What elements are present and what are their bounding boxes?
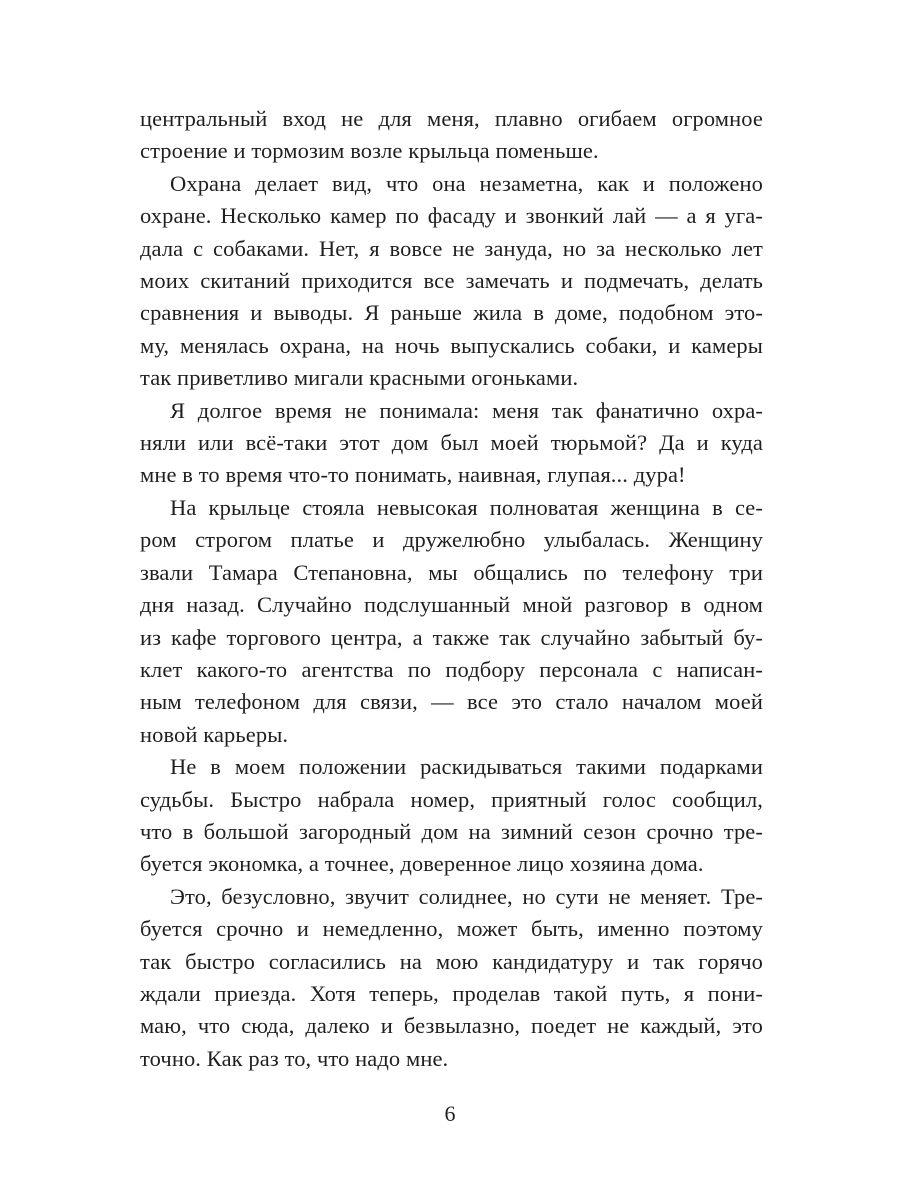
text-line: так быстро согласились на мою кандидатуру и так горячо bbox=[140, 948, 763, 974]
text-line: ром строгом платье и дружелюбно улыбалась. Женщину bbox=[140, 527, 763, 553]
text-line: дня назад. Случайно подслушанный мной разговор в одном bbox=[140, 592, 763, 618]
text-line: строение и тормозим возле крыльца поменьше. bbox=[140, 138, 599, 164]
paragraph bbox=[140, 492, 763, 751]
text-line: что в большой загородный дом на зимний сезон срочно тре- bbox=[140, 818, 763, 844]
text-line: буется экономка, а точнее, доверенное лицо хозяина дома. bbox=[140, 851, 704, 877]
text-line: На крыльце стояла невысокая полноватая женщина в се- bbox=[170, 494, 763, 520]
text-line: звали Тамара Степановна, мы общались по телефону три bbox=[140, 559, 763, 585]
text-line: буется срочно и немедленно, может быть, именно поэтому bbox=[140, 916, 763, 942]
text-line: охране. Несколько камер по фасаду и звонкий лай — а я уга- bbox=[140, 203, 763, 229]
text-line: Охрана делает вид, что она незаметна, как и положено bbox=[170, 170, 763, 196]
text-line: Не в моем положении раскидываться такими подарками bbox=[170, 754, 763, 780]
text-line: клет какого-то агентства по подбору персонала с написан- bbox=[140, 656, 763, 682]
text-line: дала с собаками. Нет, я вовсе не зануда, но за несколько лет bbox=[140, 235, 763, 261]
text-line: ным телефоном для связи, — все это стало началом моей bbox=[140, 689, 763, 715]
text-line: сравнения и выводы. Я раньше жила в доме, подобном это- bbox=[140, 300, 763, 326]
page-text bbox=[140, 103, 763, 1075]
text-line: так приветливо мигали красными огоньками. bbox=[140, 365, 579, 391]
text-line: из кафе торгового центра, а также так случайно забытый бу- bbox=[140, 624, 763, 650]
paragraph bbox=[140, 751, 763, 881]
text-line: маю, что сюда, далеко и безвылазно, поедет не каждый, это bbox=[140, 1013, 763, 1039]
text-line: точно. Как раз то, что надо мне. bbox=[140, 1045, 449, 1071]
text-line: Это, безусловно, звучит солиднее, но сути не меняет. Тре- bbox=[170, 883, 763, 909]
paragraph bbox=[140, 103, 763, 168]
text-line: му, менялась охрана, на ночь выпускались собаки, и камеры bbox=[140, 332, 763, 358]
paragraph bbox=[140, 168, 763, 395]
text-line: новой карьеры. bbox=[140, 721, 289, 747]
text-line: мне в то время что-то понимать, наивная, глупая... дура! bbox=[140, 462, 686, 488]
page-number: 6 bbox=[444, 1101, 456, 1126]
paragraph bbox=[140, 881, 763, 1075]
text-line: судьбы. Быстро набрала номер, приятный голос сообщил, bbox=[140, 786, 763, 812]
text-line: няли или всё-таки этот дом был моей тюрьмой? Да и куда bbox=[140, 430, 763, 456]
paragraph bbox=[140, 395, 763, 492]
text-line: центральный вход не для меня, плавно огибаем огромное bbox=[140, 106, 763, 131]
text-line: Я долгое время не понимала: меня так фанатично охра- bbox=[170, 397, 763, 423]
text-line: ждали приезда. Хотя теперь, проделав такой путь, я пони- bbox=[140, 980, 763, 1006]
text-line: моих скитаний приходится все замечать и подмечать, делать bbox=[140, 268, 763, 294]
